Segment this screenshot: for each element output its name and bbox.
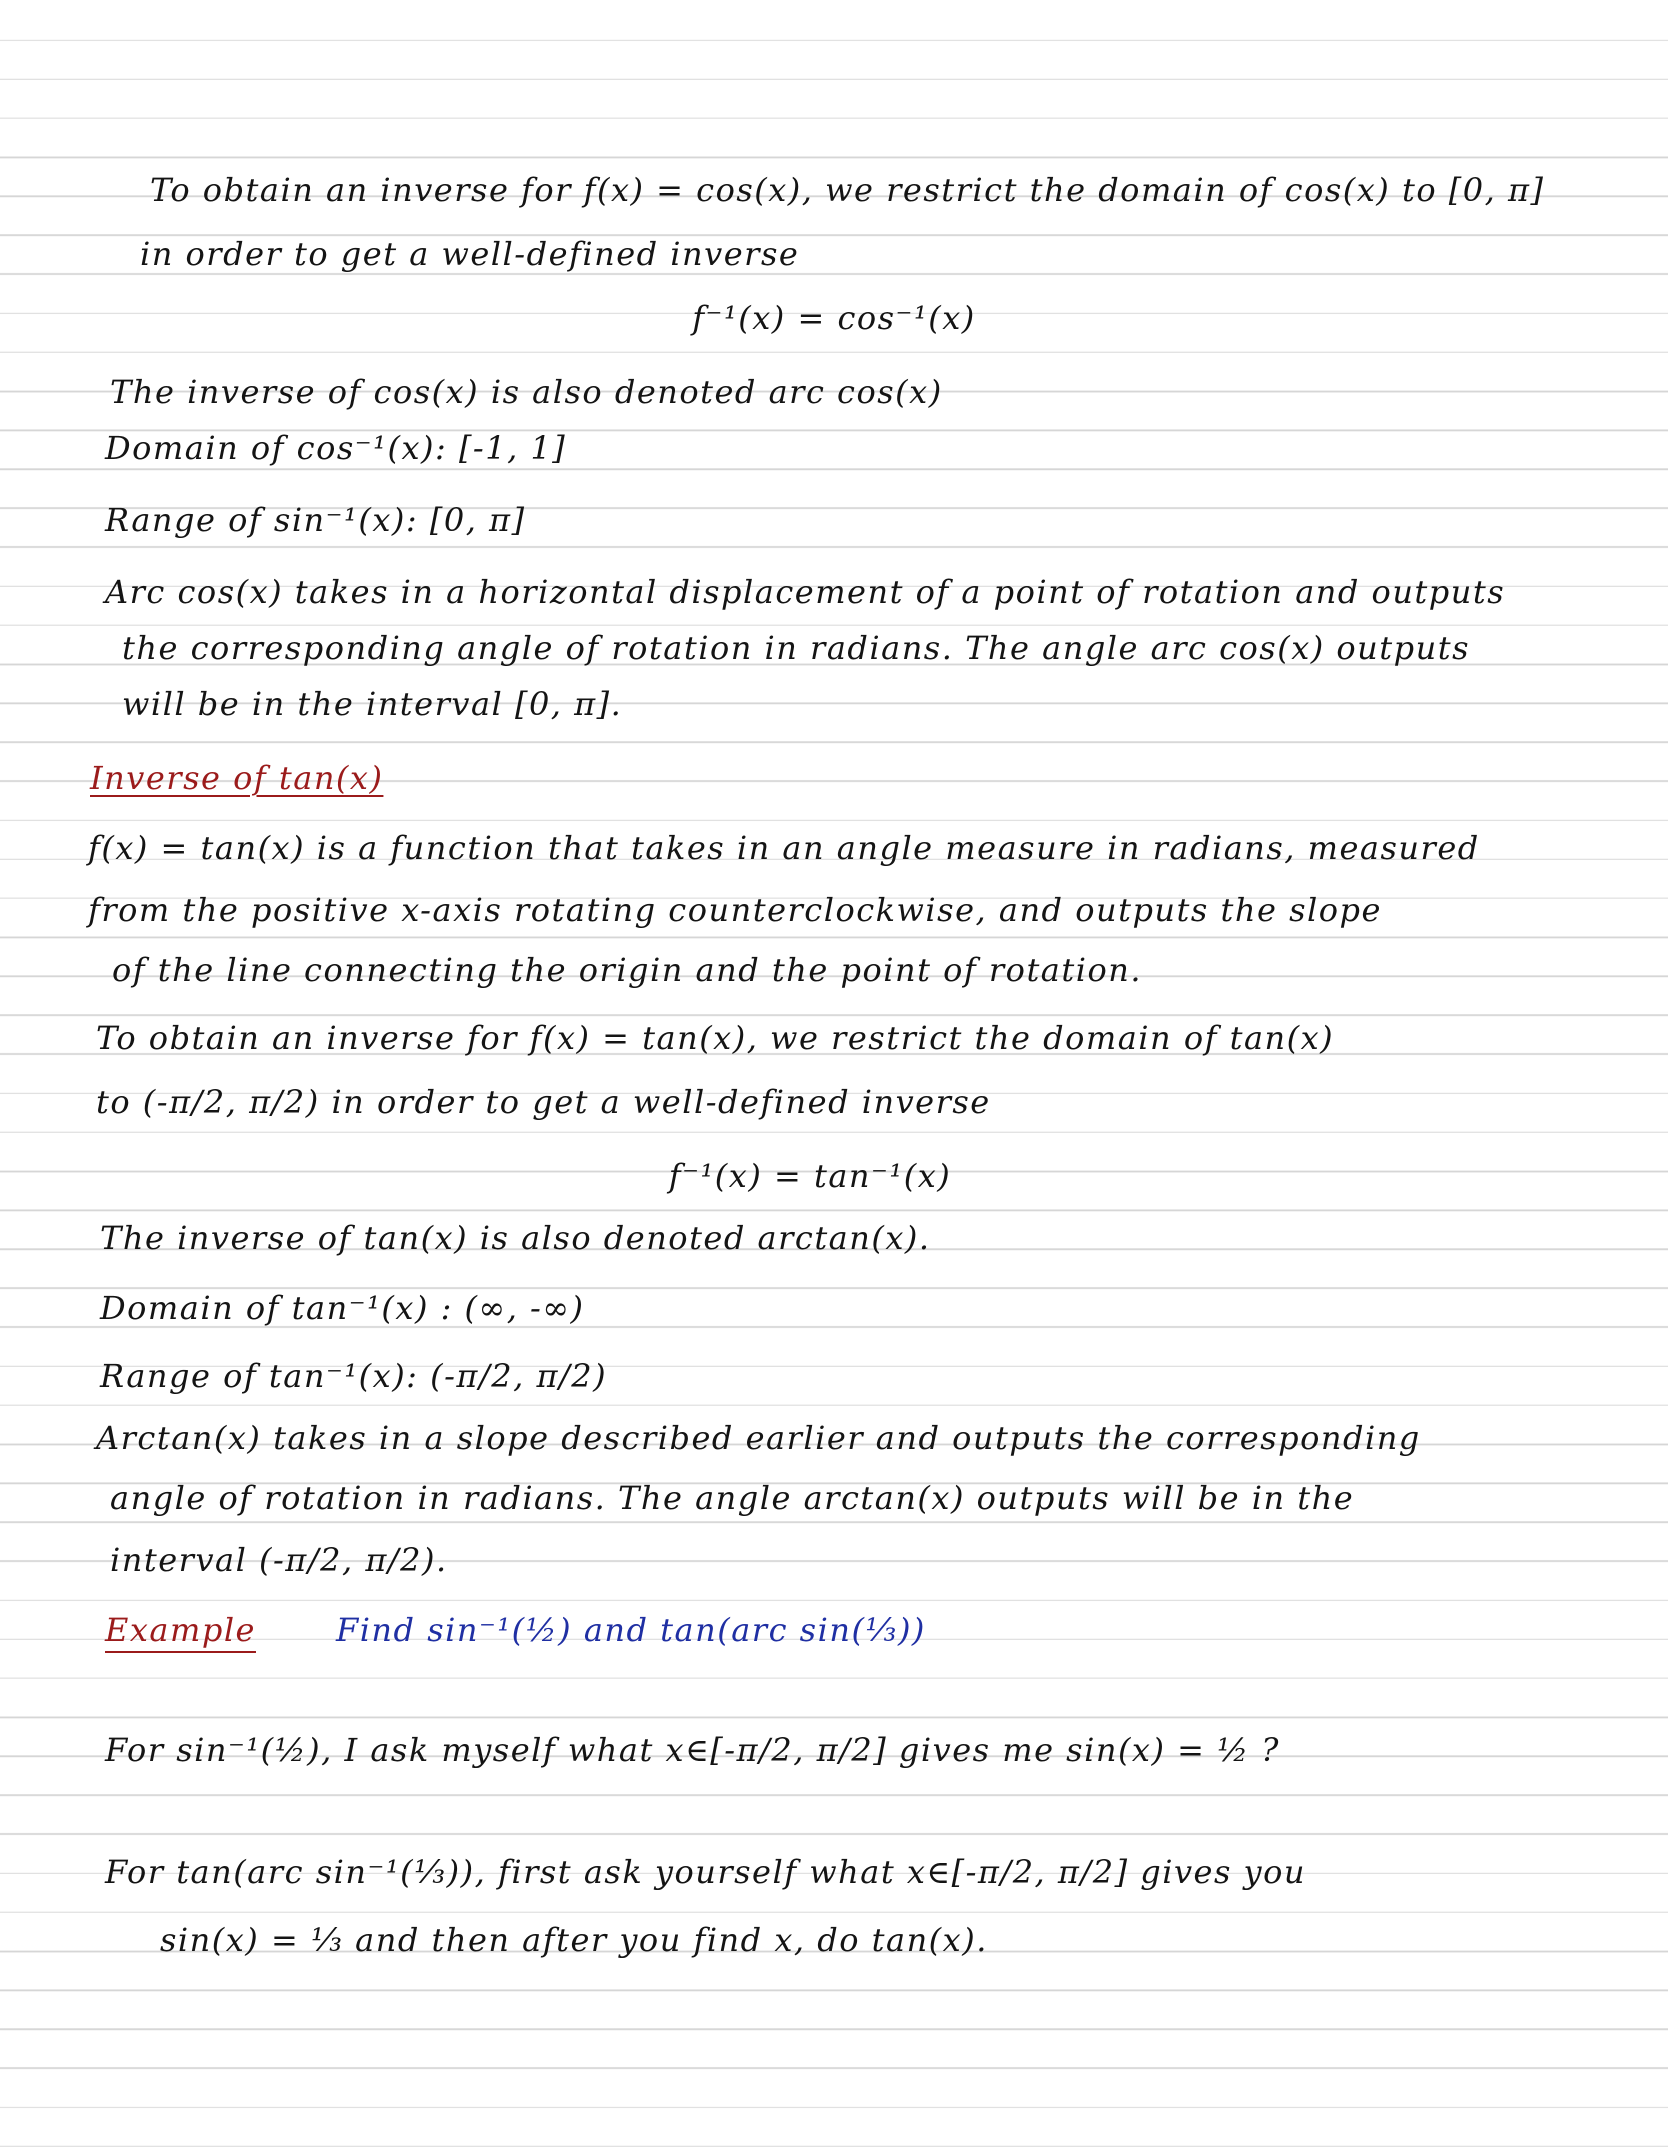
- cos-intro-line-2: in order to get a well-defined inverse: [140, 235, 800, 273]
- tan-intro-line-1: f(x) = tan(x) is a function that takes in an angle measure in radians, measured: [88, 829, 1480, 867]
- tan-intro-line-4: To obtain an inverse for f(x) = tan(x), we restrict the domain of tan(x): [96, 1019, 1335, 1057]
- cos-inverse-range: Range of sin⁻¹(x): [0, π]: [105, 501, 526, 539]
- cos-description-line-1: Arc cos(x) takes in a horizontal displacement of a point of rotation and outputs: [105, 573, 1506, 611]
- cos-description-line-3: will be in the interval [0, π].: [122, 685, 623, 723]
- tan-section-heading: Inverse of tan(x): [90, 759, 384, 797]
- example-step-2b: sin(x) = ⅓ and then after you find x, do tan(x).: [160, 1921, 988, 1959]
- example-step-1: For sin⁻¹(½), I ask myself what x∈[-π/2, π/2] gives me sin(x) = ½ ?: [105, 1731, 1280, 1769]
- cos-inverse-domain: Domain of cos⁻¹(x): [-1, 1]: [105, 429, 567, 467]
- tan-inverse-alias: The inverse of tan(x) is also denoted arctan(x).: [100, 1219, 931, 1257]
- cos-description-line-2: the corresponding angle of rotation in radians. The angle arc cos(x) outputs: [122, 629, 1471, 667]
- tan-description-line-1: Arctan(x) takes in a slope described earlier and outputs the corresponding: [96, 1419, 1421, 1457]
- example-label: Example: [105, 1611, 256, 1649]
- cos-inverse-formula: f⁻¹(x) = cos⁻¹(x): [692, 299, 976, 337]
- tan-inverse-range: Range of tan⁻¹(x): (-π/2, π/2): [100, 1357, 608, 1395]
- tan-intro-line-5: to (-π/2, π/2) in order to get a well-defined inverse: [96, 1083, 991, 1121]
- example-step-2a: For tan(arc sin⁻¹(⅓)), first ask yourself what x∈[-π/2, π/2] gives you: [105, 1853, 1306, 1891]
- example-task: Find sin⁻¹(½) and tan(arc sin(⅓)): [335, 1611, 926, 1649]
- tan-intro-line-2: from the positive x-axis rotating counterclockwise, and outputs the slope: [88, 891, 1382, 929]
- cos-inverse-alias: The inverse of cos(x) is also denoted arc cos(x): [110, 373, 943, 411]
- tan-inverse-formula: f⁻¹(x) = tan⁻¹(x): [668, 1157, 952, 1195]
- tan-description-line-2: angle of rotation in radians. The angle arctan(x) outputs will be in the: [110, 1479, 1355, 1517]
- example-header: [105, 1610, 926, 1650]
- tan-description-line-3: interval (-π/2, π/2).: [110, 1541, 448, 1579]
- tan-intro-line-3: of the line connecting the origin and the point of rotation.: [112, 951, 1143, 989]
- cos-intro-line: To obtain an inverse for f(x) = cos(x), we restrict the domain of cos(x) to [0, π]: [150, 171, 1545, 209]
- tan-inverse-domain: Domain of tan⁻¹(x) : (∞, -∞): [100, 1289, 585, 1327]
